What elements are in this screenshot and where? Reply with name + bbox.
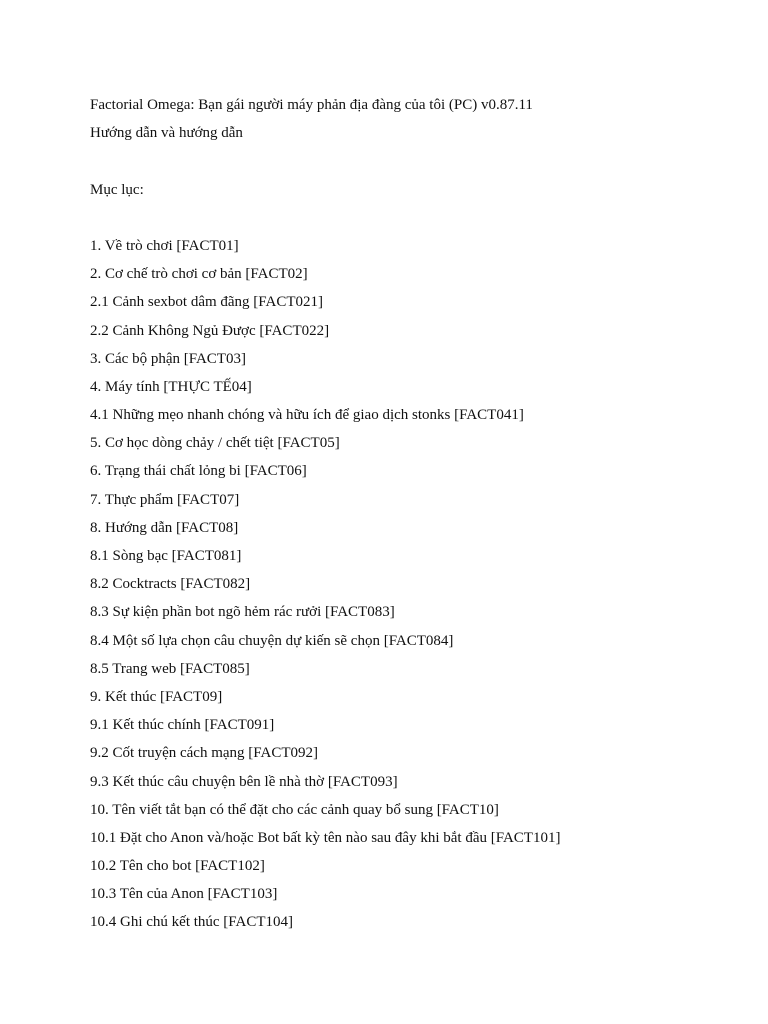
- toc-item: 2.1 Cảnh sexbot dâm đãng [FACT021]: [90, 294, 324, 311]
- toc-item: 8.5 Trang web [FACT085]: [90, 660, 250, 677]
- spacer: [90, 204, 730, 232]
- spacer: [90, 147, 730, 175]
- toc-item: 9.2 Cốt truyện cách mạng [FACT092]: [90, 745, 319, 762]
- toc-item: 2.2 Cảnh Không Ngủ Được [FACT022]: [90, 322, 330, 339]
- toc-item: 7. Thực phẩm [FACT07]: [90, 491, 240, 508]
- toc-item: 9.1 Kết thúc chính [FACT091]: [90, 717, 275, 734]
- document-subtitle: Hướng dẫn và hướng dẫn: [90, 125, 243, 142]
- toc-item: 8.4 Một số lựa chọn câu chuyện dự kiến sẽ chọn [FACT084]: [90, 632, 454, 649]
- toc-item: 5. Cơ học dòng chảy / chết tiệt [FACT05]: [90, 435, 340, 452]
- toc-item: 9.3 Kết thúc câu chuyện bên lề nhà thờ [FACT093]: [90, 773, 398, 790]
- toc-item: 8.3 Sự kiện phần bot ngõ hẻm rác rưởi [FACT083]: [90, 604, 395, 621]
- toc-item: 4. Máy tính [THỰC TẾ04]: [90, 378, 252, 395]
- document-page: [90, 91, 730, 937]
- toc-item: 4.1 Những mẹo nhanh chóng và hữu ích để giao dịch stonks [FACT041]: [90, 407, 524, 424]
- table-of-contents: [90, 232, 730, 937]
- toc-item: 3. Các bộ phận [FACT03]: [90, 350, 246, 367]
- toc-item: 10.3 Tên của Anon [FACT103]: [90, 886, 278, 903]
- document-title: Factorial Omega: Bạn gái người máy phản địa đàng của tôi (PC) v0.87.11: [90, 97, 533, 113]
- toc-item: 1. Về trò chơi [FACT01]: [90, 237, 239, 254]
- toc-item: 8. Hướng dẫn [FACT08]: [90, 519, 239, 536]
- toc-item: 10.1 Đặt cho Anon và/hoặc Bot bất kỳ tên nào sau đây khi bắt đầu [FACT101]: [90, 829, 561, 846]
- toc-item: 8.1 Sòng bạc [FACT081]: [90, 548, 242, 564]
- toc-item: 2. Cơ chế trò chơi cơ bản [FACT02]: [90, 266, 308, 283]
- toc-item: 9. Kết thúc [FACT09]: [90, 688, 223, 705]
- toc-item: 10.2 Tên cho bot [FACT102]: [90, 858, 265, 875]
- toc-item: 10.4 Ghi chú kết thúc [FACT104]: [90, 914, 294, 931]
- toc-heading: Mục lục:: [90, 181, 144, 198]
- toc-item: 8.2 Cocktracts [FACT082]: [90, 576, 251, 593]
- toc-item: 10. Tên viết tắt bạn có thể đặt cho các cảnh quay bổ sung [FACT10]: [90, 801, 499, 818]
- toc-item: 6. Trạng thái chất lỏng bi [FACT06]: [90, 463, 307, 480]
